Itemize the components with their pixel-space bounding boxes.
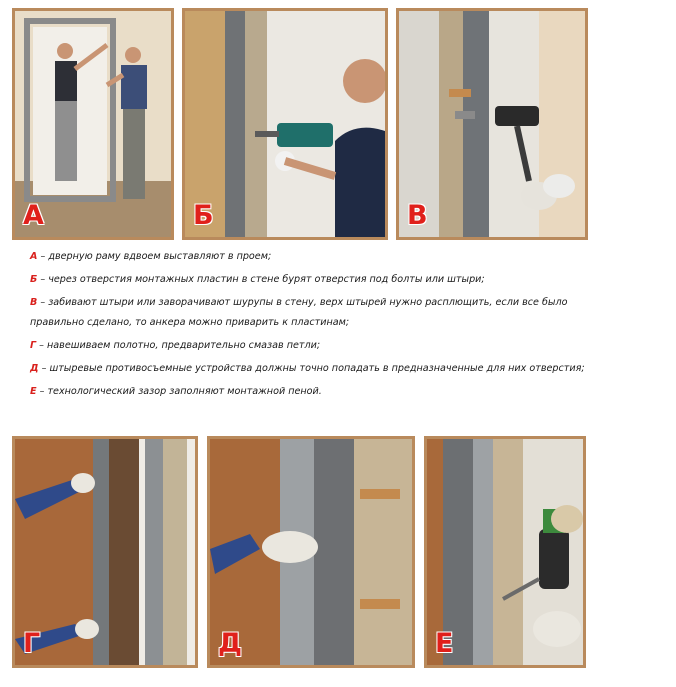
step-key: Д (30, 363, 39, 374)
step-key: Е (30, 386, 37, 397)
step-key: Г (30, 340, 37, 351)
step-a (30, 247, 590, 267)
step-text: – навешиваем полотно, предварительно смазав петли; (36, 340, 321, 351)
step-g (30, 336, 590, 356)
photo-step-a (12, 8, 174, 240)
instruction-list (30, 247, 590, 405)
photo-letter: Е (435, 628, 454, 659)
step-d (30, 359, 590, 379)
step-text: – технологический зазор заполняют монтажной пеной. (36, 386, 322, 397)
photo-step-b (182, 8, 388, 240)
step-text: – забивают штыри или заворачивают шурупы в стену, верх штырей нужно расплющить, если все было правильно сделано, то анкера можно приварить к пластинам; (30, 297, 568, 328)
photo-g-scene (15, 439, 195, 665)
step-e (30, 382, 590, 402)
photo-b-scene (185, 11, 385, 237)
photo-letter: Д (218, 628, 243, 659)
step-text: – штыревые противосъемные устройства должны точно попадать в предназначенные для них отверстия; (38, 363, 585, 374)
photo-letter: А (23, 200, 44, 231)
photo-step-e (424, 436, 586, 668)
photo-letter: Б (193, 200, 214, 231)
step-v (30, 293, 590, 333)
step-text: – дверную раму вдвоем выставляют в проем; (37, 251, 272, 262)
step-key: А (30, 251, 38, 262)
photo-step-v (396, 8, 588, 240)
photo-letter: Г (23, 628, 41, 659)
photo-letter: В (407, 200, 428, 231)
step-b (30, 270, 590, 290)
step-key: В (30, 297, 38, 308)
step-text: – через отверстия монтажных пластин в стене бурят отверстия под болты или штыри; (37, 274, 485, 285)
step-key: Б (30, 274, 38, 285)
photo-step-d (207, 436, 415, 668)
photo-step-g (12, 436, 198, 668)
